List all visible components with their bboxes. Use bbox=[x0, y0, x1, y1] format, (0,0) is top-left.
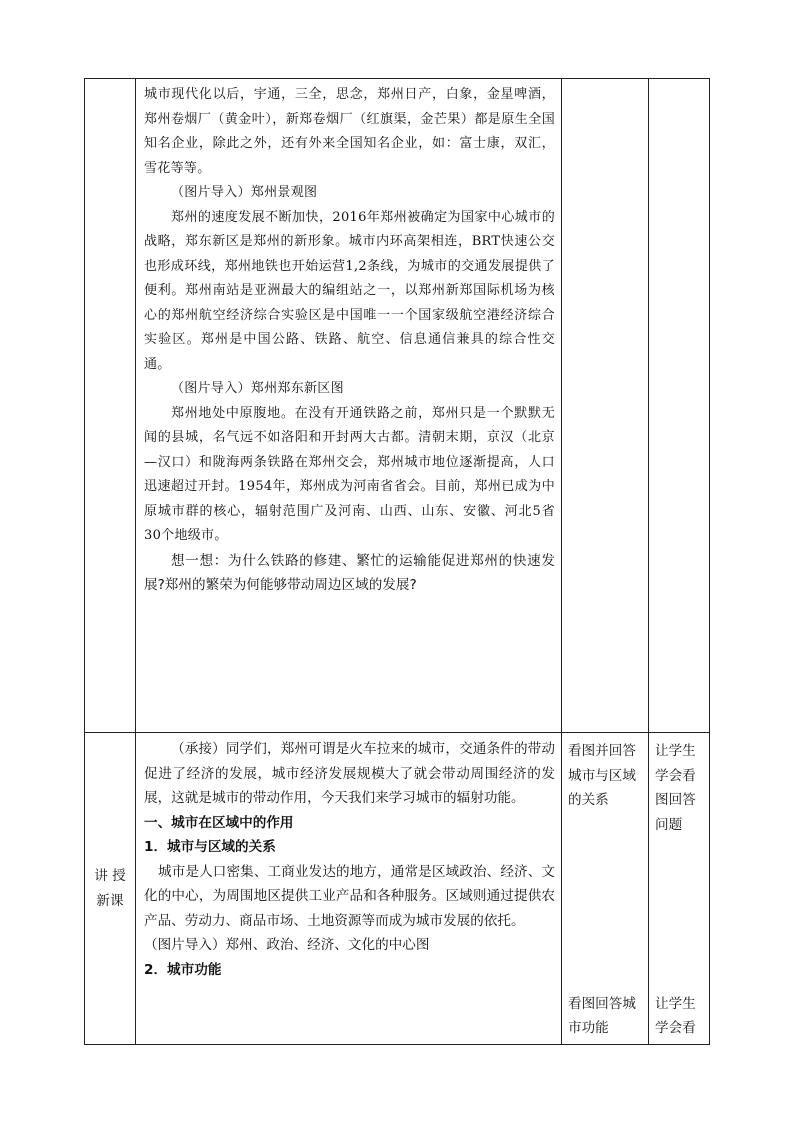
empty-label-cell bbox=[85, 79, 136, 733]
student-activity-text: 看图回答城市功能 bbox=[568, 995, 636, 1036]
subsection-heading: 2．城市功能 bbox=[144, 961, 222, 978]
history-paragraph: 郑州地处中原腹地。在没有开通铁路之前，郑州只是一个默默无闻的县城，名气远不如洛阳和开封两大古都。清朝末期，京汉（北京—汉口）和陇海两条铁路在郑州交会，郑州城市地位逐渐提高，人口迅速超过开封。1954年，郑州成为河南省省会。目前，郑州已成为中原城市群的核心，辐射范围广及河南、山西、山东、安徽、河北5省30个地级市。 bbox=[144, 405, 555, 543]
student-activity-cell bbox=[562, 79, 649, 733]
section-label-cell bbox=[85, 733, 136, 1045]
section-label-line2: 新课 bbox=[96, 892, 124, 909]
development-paragraph: 郑州的速度发展不断加快，2016年郑州被确定为国家中心城市的战略，郑东新区是郑州的新形象。城市内环高架相连，BRT快速公交也形成环线，郑州地铁也开始运营1,2条线，为城市的交通发展提供了便利。郑州南站是亚洲最大的编组站之一，以郑州新郑国际机场为核心的郑州航空经济综合实验区是中国唯一一个国家级航空港经济综合实验区。郑州是中国公路、铁路、航空、信息通信兼具的综合性交通。 bbox=[144, 209, 555, 372]
enterprises-paragraph: 城市现代化以后，宇通，三全，思念，郑州日产，白象，金星啤酒，郑州卷烟厂（黄金叶），新郑卷烟厂（红旗渠，金芒果）都是原生全国知名企业，除此之外，还有外来全国知名企业，如：富士康，双汇，雪花等等。 bbox=[144, 87, 555, 176]
design-intent-cell bbox=[649, 79, 710, 733]
lesson-plan-table bbox=[84, 78, 710, 1045]
section-heading: 一、城市在区域中的作用 bbox=[144, 814, 294, 831]
content-cell bbox=[136, 79, 562, 733]
image-caption: （图片导入）郑州、政治、经济、文化的中心图 bbox=[144, 937, 430, 953]
content-cell bbox=[136, 733, 562, 1045]
think-question: 想一想：为什么铁路的修建、繁忙的运输能促进郑州的快速发展?郑州的繁荣为何能够带动周边区域的发展? bbox=[144, 552, 555, 593]
design-intent-cell bbox=[649, 733, 710, 1045]
design-intent-text: 让学生学会看图回答问题 bbox=[655, 743, 696, 833]
student-activity-text: 看图并回答城市与区域的关系 bbox=[568, 743, 636, 808]
section-label-line1: 讲 授 bbox=[94, 868, 126, 884]
intro-paragraph: （承接）同学们，郑州可谓是火车拉来的城市，交通条件的带动促进了经济的发展，城市经济发展规模大了就会带动周围经济的发展，这就是城市的带动作用，今天我们来学习城市的辐射功能。 bbox=[144, 741, 555, 806]
subsection-heading: 1．城市与区域的关系 bbox=[144, 839, 276, 855]
city-region-paragraph: 城市是人口密集、工商业发达的地方，通常是区域政治、经济、文化的中心，为周围地区提供工业产品和各种服务。区域则通过提供农产品、劳动力、商品市场、土地资源等而成为城市发展的依托。 bbox=[144, 863, 555, 929]
table-row bbox=[85, 79, 710, 733]
table-row bbox=[85, 733, 710, 1045]
student-activity-cell bbox=[562, 733, 649, 1045]
image-caption: （图片导入）郑州郑东新区图 bbox=[171, 381, 344, 396]
image-caption: （图片导入）郑州景观图 bbox=[171, 185, 318, 200]
design-intent-text: 让学生学会看 bbox=[655, 995, 696, 1036]
